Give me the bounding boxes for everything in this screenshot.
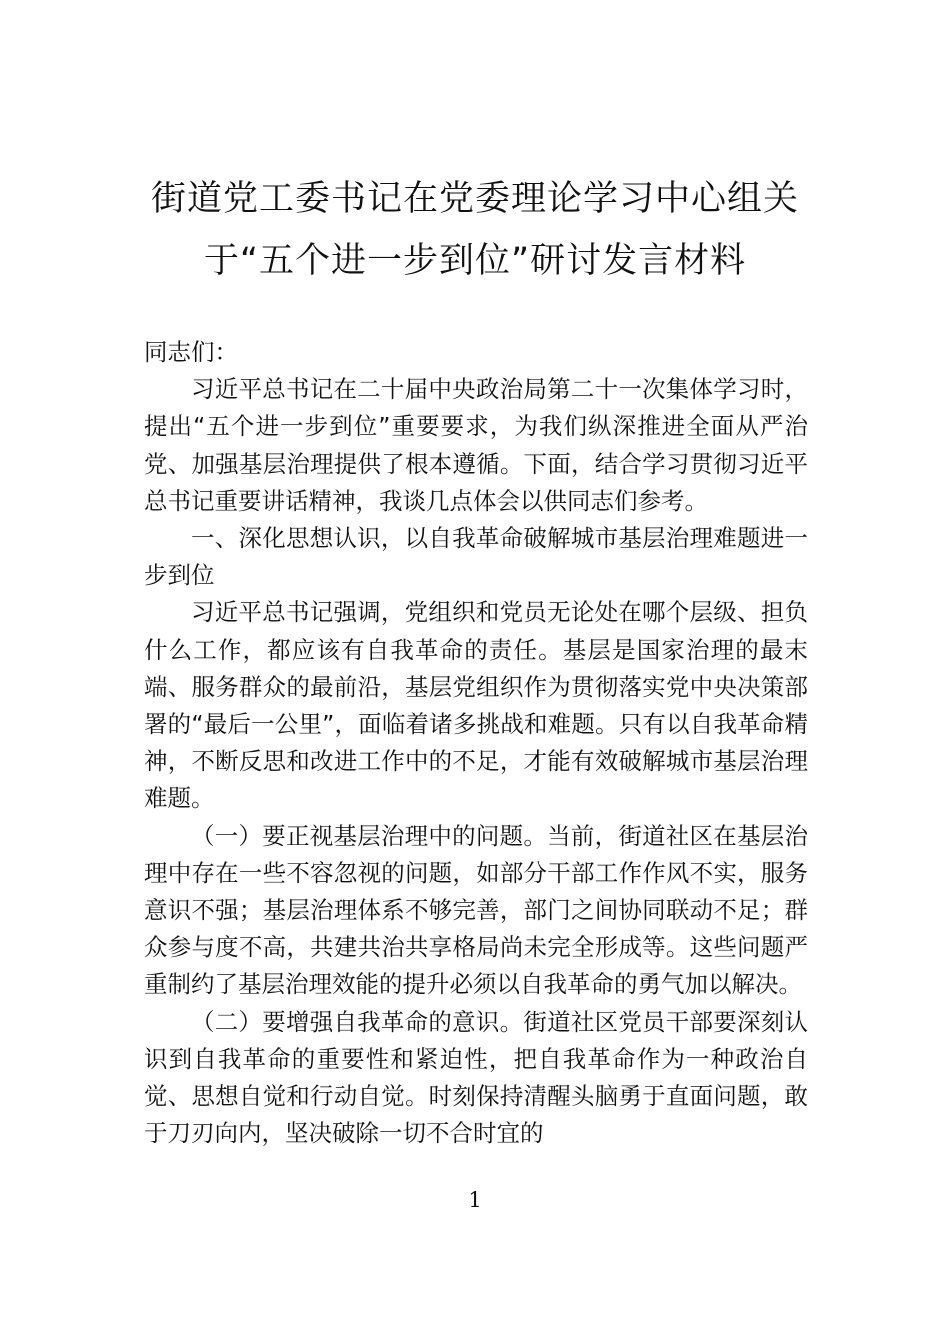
paragraph-subsection-1: （一）要正视基层治理中的问题。当前，街道社区在基层治理中存在一些不容忽视的问题，如部分干部工作作风不实，服务意识不强；基层治理体系不够完善，部门之间协同联动不足；群众参与度不高，共建共治共享格局尚未完全形成等。这些问题严重制约了基层治理效能的提升必须以自我革命的勇气加以解决。 <box>144 821 808 999</box>
document-title <box>140 168 810 292</box>
paragraph-section-1: 习近平总书记强调，党组织和党员无论处在哪个层级、担负什么工作，都应该有自我革命的责任。基层是国家治理的最末端、服务群众的最前沿，基层党组织作为贯彻落实党中央决策部署的“最后一公里”，面临着诸多挑战和难题。只有以自我革命精神，不断反思和改进工作中的不足，才能有效破解城市基层治理难题。 <box>144 598 808 813</box>
title-line-1: 街道党工委书记在党委理论学习中心组关 <box>150 179 799 219</box>
section-heading-1: 一、深化思想认识，以自我革命破解城市基层治理难题进一步到位 <box>144 524 808 590</box>
page-number: 1 <box>468 1188 482 1212</box>
title-line-2: 于“五个进一步到位”研讨发言材料 <box>203 241 747 281</box>
document-body <box>144 334 808 1152</box>
greeting: 同志们： <box>144 338 238 366</box>
paragraph-subsection-2: （二）要增强自我革命的意识。街道社区党员干部要深刻认识到自我革命的重要性和紧迫性，把自我革命作为一种政治自觉、思想自觉和行动自觉。时刻保持清醒头脑勇于直面问题，敢于刀刃向内，坚决破除一切不合时宜的 <box>144 1007 808 1148</box>
paragraph-intro: 习近平总书记在二十届中央政治局第二十一次集体学习时，提出“五个进一步到位”重要要求，为我们纵深推进全面从严治党、加强基层治理提供了根本遵循。下面，结合学习贯彻习近平总书记重要讲话精神，我谈几点体会以供同志们参考。 <box>144 375 808 515</box>
